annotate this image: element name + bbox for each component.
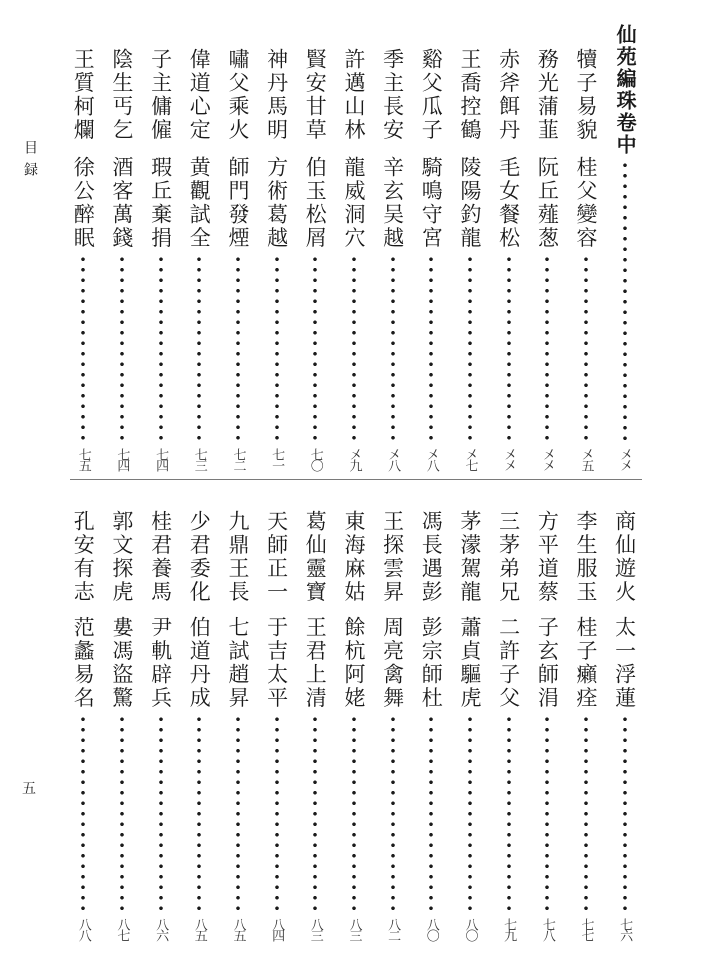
- entry-upper-text: 三茅弟兄: [496, 510, 521, 604]
- entry-page-number: 八八: [75, 918, 91, 940]
- toc-entry: [373, 506, 412, 946]
- entry-lower-text: 伯道丹成: [187, 616, 212, 710]
- toc-entry: [451, 506, 490, 946]
- entry-lower-text: 伯玉松屑: [303, 156, 328, 250]
- leader-dots: [622, 160, 628, 440]
- entry-page-number: 八〇: [462, 918, 478, 940]
- leader-dots: [506, 254, 512, 440]
- entry-lower-text: 七試趙昇: [225, 616, 250, 710]
- entry-page-number: 八三: [307, 918, 323, 940]
- toc-entry: [219, 16, 258, 476]
- leader-dots: [196, 714, 202, 910]
- leader-dots: [80, 714, 86, 910]
- toc-entry: [296, 16, 335, 476]
- leader-dots: [158, 714, 164, 910]
- leader-dots: [390, 714, 396, 910]
- entry-upper-text: 季主長安: [380, 48, 405, 142]
- entry-upper-text: 陰生丐乞: [109, 48, 134, 142]
- entry-lower-text: 子玄師涓: [535, 616, 560, 710]
- entry-upper-text: 九鼎王長: [225, 510, 250, 604]
- entry-upper-text: 商仙遊火: [612, 510, 637, 604]
- leader-dots: [428, 714, 434, 910]
- entry-upper-text: 賢安甘草: [303, 48, 328, 142]
- leader-dots: [158, 254, 164, 440]
- toc-bottom-block: [64, 506, 644, 946]
- entry-upper-text: 馮長遇彭: [419, 510, 444, 604]
- leader-dots: [544, 254, 550, 440]
- entry-upper-text: 王質柯爛: [71, 48, 96, 142]
- entry-page-number: 八二: [385, 918, 401, 940]
- entry-upper-text: 茅濛駕龍: [457, 510, 482, 604]
- entry-page-number: 㐅九: [346, 448, 362, 470]
- toc-entry: [567, 16, 606, 476]
- entry-lower-text: 辛玄吴越: [380, 156, 405, 250]
- entry-page-number: 七二: [230, 448, 246, 470]
- entry-upper-text: 少君委化: [187, 510, 212, 604]
- leader-dots: [312, 254, 318, 440]
- entry-lower-text: 桂父變容: [573, 156, 598, 250]
- entry-page-number: 㐅㐅: [539, 448, 555, 470]
- entry-lower-text: 騎鳴守宮: [419, 156, 444, 250]
- entry-lower-text: 徐公醉眠: [71, 156, 96, 250]
- entry-upper-text: 王探雲昇: [380, 510, 405, 604]
- toc-entry: [257, 506, 296, 946]
- leader-dots: [428, 254, 434, 440]
- page-number: 五: [22, 781, 36, 797]
- entry-upper-text: 犢子易貌: [573, 48, 598, 142]
- entry-page-number: 八六: [153, 918, 169, 940]
- entry-page-number: 八七: [114, 918, 130, 940]
- leader-dots: [80, 254, 86, 440]
- entry-upper-text: 葛仙靈寶: [303, 510, 328, 604]
- entry-page-number: 㐅八: [423, 448, 439, 470]
- entry-page-number: 㐅㐅: [617, 448, 633, 470]
- entry-upper-text: 嘯父乘火: [225, 48, 250, 142]
- entry-page-number: 八三: [346, 918, 362, 940]
- entry-lower-text: 龍威洞穴: [341, 156, 366, 250]
- entry-lower-text: 桂子癩痊: [573, 616, 598, 710]
- entry-page-number: 八〇: [423, 918, 439, 940]
- toc-entry: [180, 506, 219, 946]
- entry-lower-text: 王君上清: [303, 616, 328, 710]
- toc-top-block: [64, 16, 644, 476]
- entry-page-number: 七一: [269, 448, 285, 470]
- leader-dots: [583, 714, 589, 910]
- entry-upper-text: 務光蒲韮: [535, 48, 560, 142]
- entry-upper-text: 偉道心定: [187, 48, 212, 142]
- entry-page-number: 七四: [153, 448, 169, 470]
- entry-upper-text: 李生服玉: [573, 510, 598, 604]
- entry-page-number: 八四: [269, 918, 285, 940]
- leader-dots: [351, 714, 357, 910]
- leader-dots: [544, 714, 550, 910]
- entry-page-number: 七七: [578, 918, 594, 940]
- entry-lower-text: 陵陽釣龍: [457, 156, 482, 250]
- leader-dots: [467, 254, 473, 440]
- leader-dots: [506, 714, 512, 910]
- toc-entry: [335, 506, 374, 946]
- leader-dots: [390, 254, 396, 440]
- entry-page-number: 八五: [191, 918, 207, 940]
- leader-dots: [467, 714, 473, 910]
- entry-lower-text: 方術葛越: [264, 156, 289, 250]
- toc-volume-title: [605, 16, 644, 476]
- toc-entry: [257, 16, 296, 476]
- entry-upper-text: 方平道蔡: [535, 510, 560, 604]
- toc-entry: [103, 506, 142, 946]
- toc-entry: [103, 16, 142, 476]
- entry-page-number: 八五: [230, 918, 246, 940]
- toc-entry: [335, 16, 374, 476]
- toc-entry: [141, 16, 180, 476]
- entry-lower-text: 阮丘薤葱: [535, 156, 560, 250]
- volume-title-text: 仙苑編珠卷中: [613, 24, 638, 156]
- section-divider: [70, 479, 642, 480]
- leader-dots: [274, 254, 280, 440]
- toc-entry: [451, 16, 490, 476]
- leader-dots: [196, 254, 202, 440]
- entry-page-number: 㐅五: [578, 448, 594, 470]
- toc-entry: [528, 506, 567, 946]
- entry-upper-text: 郭文探虎: [109, 510, 134, 604]
- toc-entry: [489, 506, 528, 946]
- entry-upper-text: 赤斧餌丹: [496, 48, 521, 142]
- entry-lower-text: 周亮禽舞: [380, 616, 405, 710]
- leader-dots: [622, 714, 628, 910]
- entry-upper-text: 東海麻姑: [341, 510, 366, 604]
- toc-entry: [373, 16, 412, 476]
- leader-dots: [312, 714, 318, 910]
- entry-lower-text: 師門發煙: [225, 156, 250, 250]
- toc-entry: [64, 16, 103, 476]
- entry-upper-text: 谿父瓜子: [419, 48, 444, 142]
- leader-dots: [583, 254, 589, 440]
- entry-page-number: 七九: [501, 918, 517, 940]
- entry-lower-text: 酒客萬錢: [109, 156, 134, 250]
- toc-entry: [180, 16, 219, 476]
- entry-page-number: 㐅㐅: [501, 448, 517, 470]
- toc-entry: [489, 16, 528, 476]
- entry-page-number: 七八: [539, 918, 555, 940]
- entry-upper-text: 孔安有志: [71, 510, 96, 604]
- entry-page-number: 七六: [617, 918, 633, 940]
- entry-lower-text: 二許子父: [496, 616, 521, 710]
- entry-upper-text: 許邁山林: [341, 48, 366, 142]
- entry-lower-text: 尹軌辟兵: [148, 616, 173, 710]
- entry-lower-text: 黄觀試全: [187, 156, 212, 250]
- entry-upper-text: 神丹馬明: [264, 48, 289, 142]
- leader-dots: [119, 714, 125, 910]
- entry-upper-text: 子主傭僱: [148, 48, 173, 142]
- entry-lower-text: 于吉太平: [264, 616, 289, 710]
- entry-lower-text: 蕭貞驅虎: [457, 616, 482, 710]
- entry-upper-text: 桂君養馬: [148, 510, 173, 604]
- entry-page-number: 㐅七: [462, 448, 478, 470]
- entry-lower-text: 餘杭阿姥: [341, 616, 366, 710]
- leader-dots: [235, 254, 241, 440]
- entry-page-number: 七三: [191, 448, 207, 470]
- toc-entry: [219, 506, 258, 946]
- toc-entry: [567, 506, 606, 946]
- leader-dots: [351, 254, 357, 440]
- entry-lower-text: 婁馮盜驚: [109, 616, 134, 710]
- entry-page-number: 七五: [75, 448, 91, 470]
- section-label: 目録: [22, 140, 38, 184]
- entry-lower-text: 彭宗師杜: [419, 616, 444, 710]
- entry-page-number: 七〇: [307, 448, 323, 470]
- entry-lower-text: 毛女餐松: [496, 156, 521, 250]
- entry-upper-text: 王喬控鶴: [457, 48, 482, 142]
- entry-lower-text: 太一浮蓮: [612, 616, 637, 710]
- leader-dots: [235, 714, 241, 910]
- toc-entry: [296, 506, 335, 946]
- toc-entry: [605, 506, 644, 946]
- toc-entry: [412, 506, 451, 946]
- leader-dots: [274, 714, 280, 910]
- toc-entry: [528, 16, 567, 476]
- toc-entry: [64, 506, 103, 946]
- entry-page-number: 㐅八: [385, 448, 401, 470]
- leader-dots: [119, 254, 125, 440]
- entry-lower-text: 瑕丘棄捐: [148, 156, 173, 250]
- entry-page-number: 七四: [114, 448, 130, 470]
- entry-upper-text: 天師正一: [264, 510, 289, 604]
- toc-entry: [141, 506, 180, 946]
- entry-lower-text: 范蠡易名: [71, 616, 96, 710]
- toc-entry: [412, 16, 451, 476]
